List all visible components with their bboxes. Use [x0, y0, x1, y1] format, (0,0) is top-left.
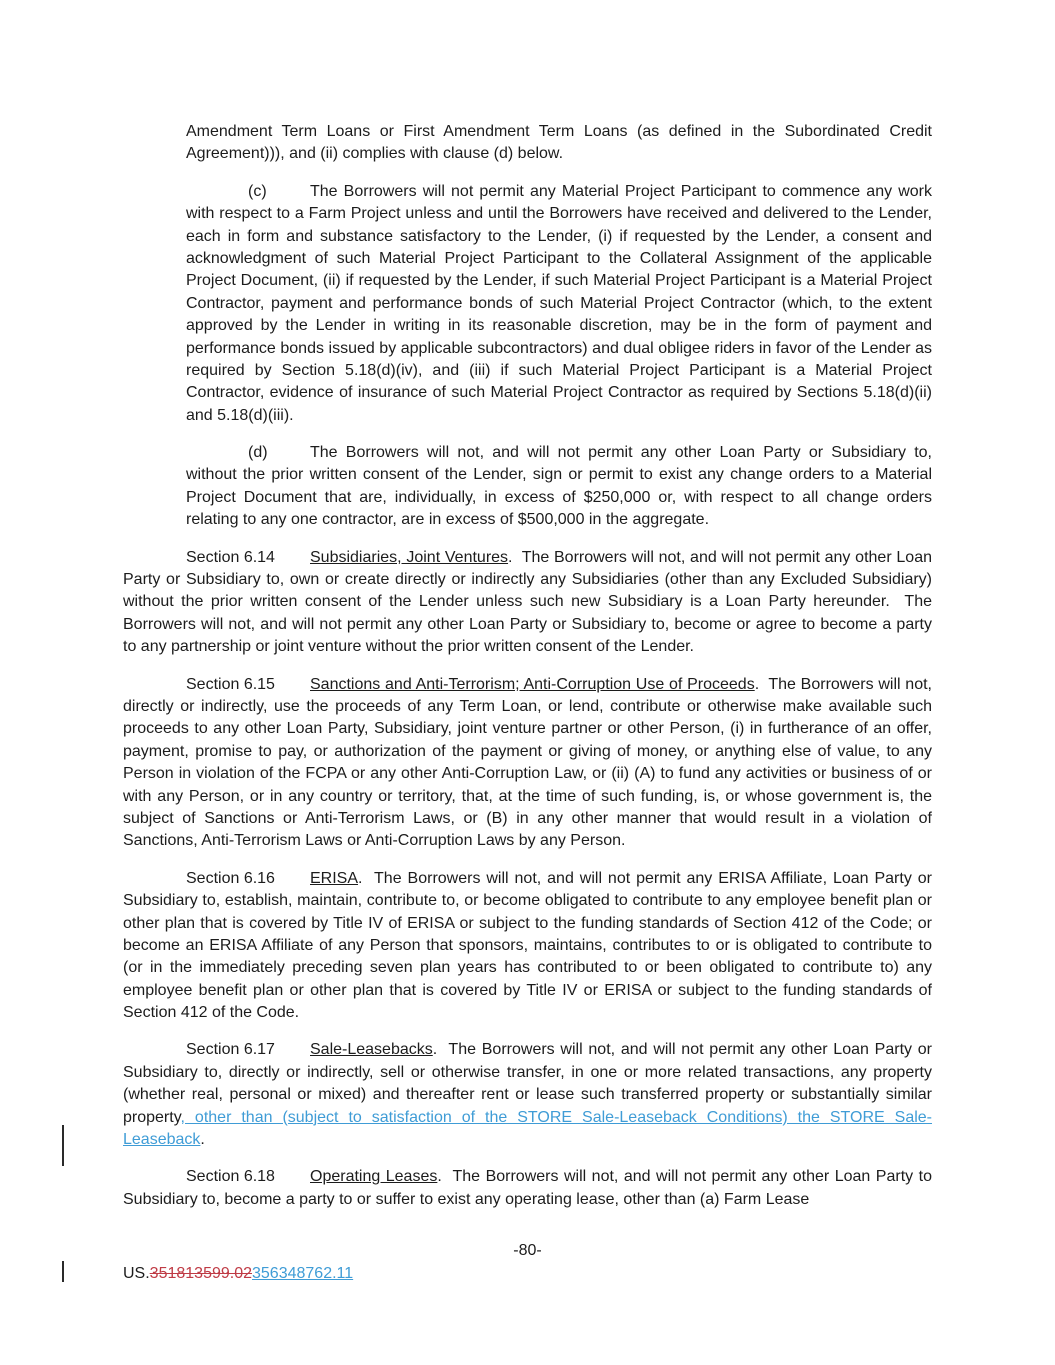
text-run: . The Borrowers will not, directly or indirectly, use the proceeds of any Term Loan, or lend, contribute or otherwise make available such proceeds to any other Loan Party, Subsidiary, joint venture partner or other Person, (i) in furtherance of an offer, payment, promise to pay, or authorization of the payment or giving of money, or anything else of value, to any Person in violation of the FCPA or any other Anti-Corruption Law, or (ii) (A) to fund any activities or business of or with any Person, or in any country or territory, that, at the time of such funding, is, or whose government is, the subject of Sanctions or Anti-Terrorism Laws, or (B) in any other manner that would result in a violation of Sanctions, Anti-Terrorism Laws or Anti-Corruption Laws by any Person. — [123, 675, 932, 850]
paragraph — [186, 442, 932, 532]
section-label: Section 6.17 — [186, 1041, 275, 1059]
paragraph — [123, 674, 932, 853]
text-run: . The Borrowers will not, and will not permit any ERISA Affiliate, Loan Party or Subsidiary to, establish, maintain, contribute to, or become obligated to contribute to any employee benefit plan or other plan that is covered by Title IV of ERISA or subject to the funding standards of Section 412 of the Code; or become an ERISA Affiliate of any Person that sponsors, maintains, contributes to or is obligated to contribute to (or in the immediately preceding seven plan years has contributed to or been obligated to contribute to) any employee benefit plan or other plan that is covered by Title IV or ERISA or subject to the funding standards of Section 412 of the Code. — [123, 869, 932, 1022]
page-number: -80- — [513, 1242, 542, 1259]
revision-change-bar — [62, 1261, 64, 1282]
text-run: . The Borrowers will not, and will not permit any other Loan Party or Subsidiary to, own or create directly or indirectly any Subsidiaries (other than any Excluded Subsidiary) without the prior written consent of the Lender unless such new Subsidiary is a Loan Party hereunder. The Borrowers will not, and will not permit any other Loan Party or Subsidiary to, become or agree to become a party to any partnership or joint venture without the prior written consent of the Lender. — [123, 548, 932, 656]
text-run: . The Borrowers will not, and will not permit any other Loan Party to Subsidiary to, become a party to or suffer to exist any operating lease, other than (a) Farm Lease — [123, 1168, 932, 1208]
paragraph — [123, 1039, 932, 1151]
paragraph — [123, 1166, 932, 1211]
section-heading: ERISA — [310, 869, 359, 887]
doc-id-inserted: 356348762.11 — [252, 1265, 354, 1282]
section-heading: Subsidiaries, Joint Ventures — [310, 548, 509, 566]
section-label: Section 6.18 — [186, 1168, 275, 1186]
paragraph-marker: (d) — [248, 444, 268, 462]
text-run: The Borrowers will not permit any Material Project Participant to commence any work with respect to a Farm Project unless and until the Borrowers have received and delivered to the Lender, each in form and substance satisfactory to the Lender, (i) if requested by the Lender, a consent and acknowledgment of such Material Project Participant to the Collateral Assignment of the applicable Project Document, (ii) if requested by the Lender, if such Material Project Participant is a Material Project Contractor, payment and performance bonds of such Material Project Contractor (which, to the extent approved by the Lender in writing in its reasonable discretion, may be in the form of payment and performance bonds issued by applicable subcontractors) and dual obligee riders in favor of the Lender as required by Section 5.18(d)(iv), and (iii) if such Material Project Participant is a Material Project Contractor, evidence of insurance of such Material Project Contractor as required by Sections 5.18(d)(ii) and 5.18(d)(iii). — [186, 182, 932, 424]
paragraph — [186, 181, 932, 427]
doc-id-deleted: 351813599.02 — [149, 1265, 252, 1282]
section-heading: Sale-Leasebacks — [310, 1041, 433, 1059]
paragraph — [123, 868, 932, 1025]
text-run: The Borrowers will not, and will not permit any other Loan Party or Subsidiary to, without the prior written consent of the Lender, sign or permit to exist any change orders to a Material Project Document that are, individually, in excess of $250,000 or, with respect to all change orders relating to any one contractor, are in excess of $500,000 in the aggregate. — [186, 444, 932, 529]
text-run: Amendment Term Loans or First Amendment Term Loans (as defined in the Subordinated Credit Agreement))), and (ii) complies with clause (d) below. — [186, 123, 932, 163]
section-label: Section 6.15 — [186, 675, 275, 693]
paragraph — [123, 547, 932, 659]
page-body — [123, 121, 932, 1226]
text-run: . — [200, 1131, 205, 1149]
footer-doc-id — [123, 1263, 353, 1285]
text-run: . The Borrowers will not, and will not permit any other Loan Party or Subsidiary to, directly or indirectly, sell or otherwise transfer, in one or more related transactions, any property (whether real, personal or mixed) and thereafter rent or lease such transferred property or substantially similar property — [123, 1041, 932, 1126]
paragraph-marker: (c) — [248, 182, 267, 200]
paragraph — [186, 121, 932, 166]
section-label: Section 6.16 — [186, 869, 275, 887]
section-heading: Operating Leases — [310, 1168, 438, 1186]
section-heading: Sanctions and Anti-Terrorism; Anti-Corruption Use of Proceeds — [310, 675, 755, 693]
inserted-text-run: , other than (subject to satisfaction of the STORE Sale-Leaseback Conditions) the STORE Sale-Leaseback — [123, 1108, 932, 1149]
section-label: Section 6.14 — [186, 548, 275, 566]
revision-change-bar — [62, 1125, 64, 1166]
doc-id-prefix: US. — [123, 1265, 150, 1282]
